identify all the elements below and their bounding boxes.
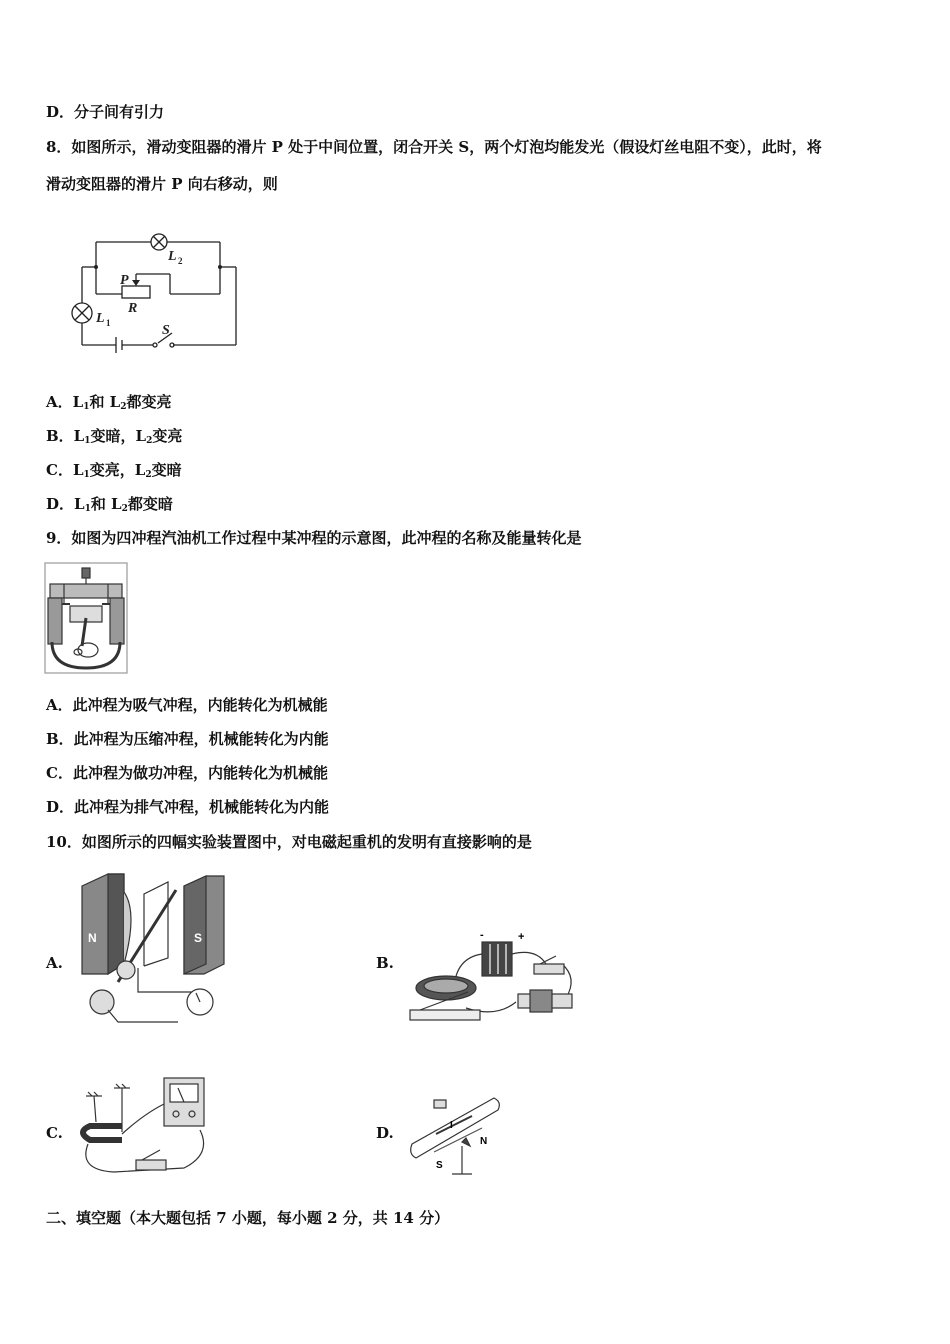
- q10-option-d-label: D.: [376, 1124, 394, 1142]
- q9-option-c: C．此冲程为做功冲程，内能转化为机械能: [46, 764, 328, 782]
- label-l1: L: [96, 311, 105, 326]
- q7-option-d: D．分子间有引力: [46, 103, 165, 121]
- label-l2: L: [168, 249, 177, 264]
- q10-option-c-label: C.: [46, 1124, 63, 1142]
- q8-circuit-diagram: [60, 222, 260, 362]
- label-l1-sub: 1: [106, 318, 111, 328]
- q10-figure-d: [406, 1088, 506, 1180]
- q8-option-c: C．$L_1$变亮，$L_2$变暗: [46, 461, 182, 480]
- q9-option-b: B．此冲程为压缩冲程，机械能转化为内能: [46, 730, 329, 748]
- label-p: P: [120, 273, 129, 288]
- q10-option-a-label: A.: [46, 954, 63, 972]
- section2-heading: 二、填空题（本大题包括 7 小题，每小题 2 分，共 14 分）: [46, 1209, 450, 1227]
- magnet-s-label: S: [194, 931, 203, 945]
- q8-stem-line2: 滑动变阻器的滑片 P 向右移动，则: [46, 175, 278, 193]
- q10-figure-a: [78, 872, 228, 1028]
- needle-s-label: S: [436, 1160, 443, 1171]
- battery-minus: -: [480, 929, 484, 941]
- q9-engine-diagram: [44, 562, 128, 674]
- label-s: S: [162, 323, 170, 338]
- current-i-label: I: [450, 1120, 453, 1131]
- q9-option-d: D．此冲程为排气冲程，机械能转化为内能: [46, 798, 330, 816]
- q8-stem-line1: 8．如图所示，滑动变阻器的滑片 P 处于中间位置，闭合开关 S，两个灯泡均能发光（假设灯丝电阻不变），此时，将: [46, 138, 822, 156]
- q10-stem: 10．如图所示的四幅实验装置图中，对电磁起重机的发明有直接影响的是: [46, 833, 532, 851]
- magnet-n-label: N: [88, 931, 97, 945]
- needle-n-label: N: [480, 1136, 488, 1147]
- battery-plus: +: [518, 931, 525, 943]
- q10-figure-b: [406, 928, 582, 1028]
- q10-figure-c: [74, 1074, 214, 1178]
- label-l2-sub: 2: [178, 256, 183, 266]
- q9-stem: 9．如图为四冲程汽油机工作过程中某冲程的示意图，此冲程的名称及能量转化是: [46, 529, 582, 547]
- label-r: R: [128, 301, 138, 316]
- q9-option-a: A．此冲程为吸气冲程，内能转化为机械能: [46, 696, 328, 714]
- q10-option-b-label: B.: [376, 954, 394, 972]
- q8-option-d: D．$L_1$和 $L_2$都变暗: [46, 495, 173, 514]
- q8-option-b: B．$L_1$变暗，$L_2$变亮: [46, 427, 183, 446]
- q8-option-a: A．$L_1$和 $L_2$都变亮: [46, 393, 172, 412]
